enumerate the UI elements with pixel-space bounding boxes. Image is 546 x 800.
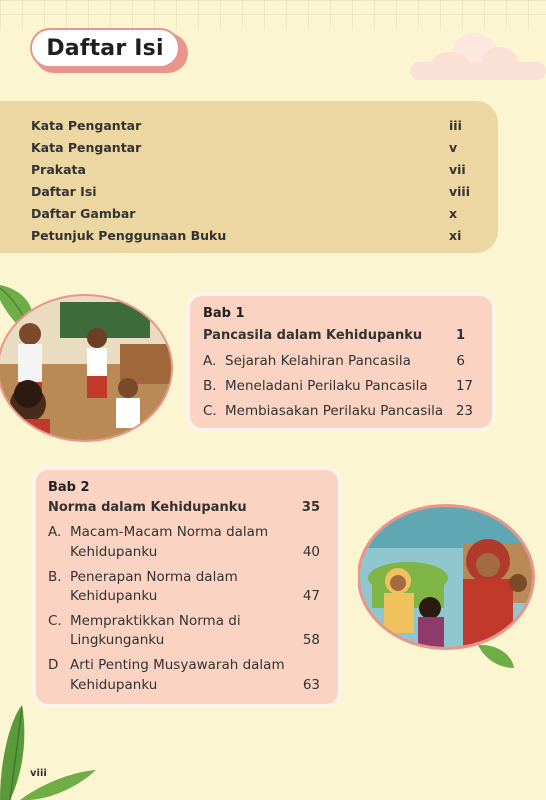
toc-subentry[interactable] xyxy=(203,351,465,371)
toc-subentry-cont[interactable] xyxy=(48,675,320,695)
subentry-title-cont: Lingkunganku xyxy=(70,632,165,648)
subentry-title: Penerapan Norma dalam xyxy=(70,569,238,585)
page-number: viii xyxy=(30,768,47,779)
toc-entry-page: v xyxy=(449,139,458,155)
subentry-page: 47 xyxy=(302,588,320,604)
subentry-title: Macam-Macam Norma dalam xyxy=(70,524,269,540)
toc-entry-label: Kata Pengantar xyxy=(31,139,142,155)
toc-subentry-cont[interactable] xyxy=(48,630,320,650)
subentry-letter: B. xyxy=(203,378,217,394)
toc-subentry-cont[interactable] xyxy=(48,586,320,606)
toc-entry-label: Kata Pengantar xyxy=(31,117,142,133)
subentry-page: 58 xyxy=(302,632,320,648)
toc-entry[interactable] xyxy=(31,115,471,135)
toc-subentry[interactable] xyxy=(48,522,320,542)
subentry-title: Arti Penting Musyawarah dalam xyxy=(70,657,285,673)
toc-entry-label: Daftar Isi xyxy=(31,183,97,199)
subentry-title: Membiasakan Perilaku Pancasila xyxy=(225,403,444,419)
bab2-title-row[interactable] xyxy=(48,498,320,518)
subentry-title-cont: Kehidupanku xyxy=(70,588,158,604)
toc-entry-page: x xyxy=(449,205,458,221)
subentry-letter: A. xyxy=(203,353,217,369)
toc-subentry[interactable] xyxy=(48,567,320,587)
toc-subentry[interactable] xyxy=(203,376,473,396)
toc-entry-page: iii xyxy=(449,117,462,133)
subentry-letter: B. xyxy=(48,569,62,585)
leaf-decoration xyxy=(0,700,100,800)
toc-subentry[interactable] xyxy=(48,655,320,675)
discussion-illustration xyxy=(358,503,538,651)
subentry-title-cont: Kehidupanku xyxy=(70,677,158,693)
toc-entry[interactable] xyxy=(31,225,471,245)
toc-entry[interactable] xyxy=(31,203,471,223)
bab2-title: Norma dalam Kehidupanku xyxy=(48,500,247,515)
subentry-letter: A. xyxy=(48,524,62,540)
classroom-illustration xyxy=(0,294,175,442)
toc-entry-label: Prakata xyxy=(31,161,86,177)
bab2-page: 35 xyxy=(301,500,320,515)
toc-subentry-cont[interactable] xyxy=(48,542,320,562)
bab1-number: Bab 1 xyxy=(203,306,245,321)
subentry-letter: C. xyxy=(203,403,217,419)
subentry-letter: D xyxy=(48,657,59,673)
toc-entry-page: vii xyxy=(449,161,466,177)
subentry-page: 23 xyxy=(455,403,473,419)
bab2-number: Bab 2 xyxy=(48,480,90,495)
toc-subentry[interactable] xyxy=(203,401,473,421)
toc-entry[interactable] xyxy=(31,137,471,157)
subentry-page: 6 xyxy=(456,353,465,369)
bab1-title: Pancasila dalam Kehidupanku xyxy=(203,328,423,343)
subentry-letter: C. xyxy=(48,613,62,629)
subentry-title: Sejarah Kelahiran Pancasila xyxy=(225,353,411,369)
subentry-title-cont: Kehidupanku xyxy=(70,544,158,560)
bab1-title-row[interactable] xyxy=(203,326,465,346)
leaf-decoration xyxy=(476,642,516,672)
toc-entry-page: viii xyxy=(449,183,471,199)
subentry-title: Meneladani Perilaku Pancasila xyxy=(225,378,428,394)
subentry-title: Mempraktikkan Norma di xyxy=(70,613,241,629)
subentry-page: 17 xyxy=(455,378,473,394)
top-grid-pattern xyxy=(0,0,546,28)
toc-entry-page: xi xyxy=(449,227,462,243)
subentry-page: 63 xyxy=(302,677,320,693)
bab1-page: 1 xyxy=(455,328,465,343)
page-title-badge xyxy=(30,28,180,68)
page-title: Daftar Isi xyxy=(46,35,164,61)
toc-entry-label: Daftar Gambar xyxy=(31,205,136,221)
subentry-page: 40 xyxy=(302,544,320,560)
toc-entry[interactable] xyxy=(31,159,471,179)
toc-entry-label: Petunjuk Penggunaan Buku xyxy=(31,227,227,243)
toc-entry[interactable] xyxy=(31,181,471,201)
toc-subentry[interactable] xyxy=(48,611,320,631)
